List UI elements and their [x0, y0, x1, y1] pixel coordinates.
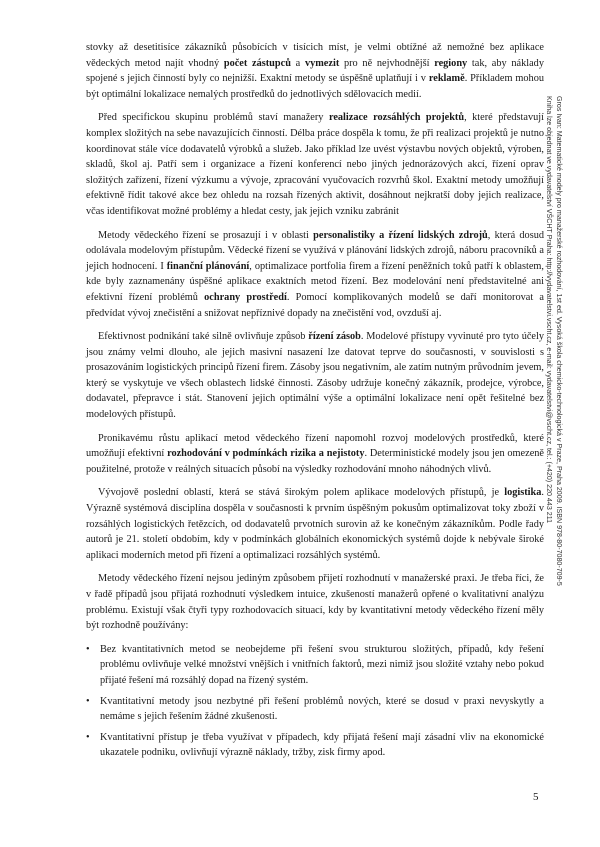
bullet-glyph: • [86, 695, 90, 707]
list-item: • Kvantitativní přístup je třeba využívat v případech, kdy přijatá řešení mají zásadní vliv na ekonomické ukazatele podniku, ovlivňují výrazně náklady, tržby, zisk firmy apod. [86, 731, 544, 759]
bullet-list [86, 642, 544, 761]
copyright-sidebar [545, 96, 595, 596]
bullet-glyph: • [86, 643, 90, 655]
paragraph-projects: Před specifickou skupinu problémů staví manažery realizace rozsáhlých projektů, které představují komplex složitých na sebe navazujících činností. Délba práce dospěla k tomu, že při realizaci projektů je nutno koordinovat stále více dodavatelů výrobků a služeb. Jako příklad lze uvést výstavbu nových objektů, výroben, skladů, škol aj. Patří sem i organizace a řízení konferencí nebo jiných jednorázových akcí, řízení oprav složitých zařízení, řízení výzkumu a vývoje, zpracování vyučovacích rozvrhů škol. Exaktní metody umožňují efektivně řídit takové akce bez ohledu na rozsah řízených aktivit, dosáhnout nejkratší doby jejich realizace, včas identifikovat možné problémy a hledat cesty, jak jejich vzniku zabránit [86, 112, 545, 217]
page-body [86, 40, 544, 766]
paragraph-sales-regions: stovky až desetitisíce zákazníků působících v tisícich míst, je velmi obtížné až nemožné bez aplikace vědeckých metod najít vhodný počet zástupců a vymezit pro ně nejvhodnější regiony tak, aby náklady spojené s jejich činností byly co nejnižší. Exaktní metody se úspěšně uplatňují i v reklamě. Příkladem mohou být optimální lokalizace nemalých prostředků do jednotlivých sdělovacích medií. [86, 42, 545, 100]
copyright-citation: Gros Ivan: Matematické modely pro manažerské rozhodování, 1st ed. Vysoká škola chemicko-technologická v Praze, Praha 2009. ISBN 978-80-7080-709-5 [555, 96, 563, 586]
paragraph-risk: Pronikavému růstu aplikací metod vědeckého řízení napomohl rozvoj modelových prostředků, které umožňují efektivní rozhodování v podmínkách rizika a nejistoty. Deterministické modely jsou jen omezeně použitelné, protože v reálných situacích působí na výsledky rozhodování mnoho náhodných vlivů. [86, 432, 544, 475]
copyright-order-info: Kniha lze objednat ve vydavatelství VŠCHT Praha: http://vydavatelstvi.vscht.cz, e-mail: vydavatelstvi@vscht.cz, tel.: (+420) 220 443 211 [545, 96, 553, 524]
paragraph-logistics: Vývojově poslední oblastí, která se stává širokým polem aplikace modelových přístupů, je logistika. Výrazně systémová disciplína dospěla v současnosti k prvním úspěšným pokusům optimalizovat toky zboží v rozsáhlých logistických řetězcích, od dodavatelů prvotních surovin až ke konečným zákazníkům. Podle řady autorů je 21. století obdobím, kdy v podmínkách globálních ekonomických systémů dojde k nebývale široké aplikaci moderních metod při řízení a optimalizaci rozsáhlých systémů. [86, 487, 544, 561]
paragraph-inventory: Efektivnost podnikání také silně ovlivňuje způsob řízení zásob. Modelové přístupy vyvinuté pro tyto účely jsou známy velmi dlouho, ale jejich masivní nasazení lze datovat teprve do současnosti, v souvislosti s prosazováním logistických principů řízení firem. Zásoby jsou negativním, ale zatím nutným průvodním jevem, který se vyskytuje ve všech oblastech lidské činnosti. Zásoby udržuje konečný zákazník, prodejce, výrobce, dodavatel, přepravce i stát. Stanovení jejich optimální výše a optimální lokalizace není opět řešitelné bez modelových přístupů. [86, 331, 544, 421]
paragraph-decision-types: Metody vědeckého řízení nejsou jediným způsobem přijetí rozhodnutí v manažerské praxi. Je třeba říci, že v řadě případů jsou přijatá rozhodnutí výsledkem intuice, zkušeností manažerů opřené o kvalitativní analýzu problému. Existují však čtyři typy rozhodovacích situací, kdy by kvantitativní metody vědeckého řízení měly být rozhodně používány: [86, 573, 544, 632]
list-item: • Bez kvantitativních metod se neobejdeme při řešení svou strukturou složitých, případů, kdy řešení problému ovlivňuje velké množství vnějších i vnitřních faktorů, mezi nimiž jsou složité vztahy nebo pokud přijaté řešení má rozsáhlý dopad na řízený systém. [86, 643, 544, 686]
list-item: • Kvantitativní metody jsou nezbytné při řešení problémů nových, které se dosud v praxi nevyskytly a nemáme s jejich řešením žádné zkušenosti. [86, 695, 544, 723]
page-number: 5 [533, 791, 539, 803]
paragraph-personnel: Metody vědeckého řízení se prosazují i v oblasti personalistiky a řízení lidských zdrojů, která dosud odolávala modelovým přístupům. Vědecké řízení se využívá v plánování lidských zdrojů, náboru pracovníků a jejich hodnocení. I finanční plánování, optimalizace portfolia firem a řízení peněžních toků patří k oblastem, kde byly zaznamenány úspěšné aplikace exaktních metod řízení. Bez modelování není představitelné ani efektivní řízení problémů ochrany prostředí. Pomocí komplikovaných modelů se daří monitorovat a předvídat vývoj znečistění a snižovat nepříznivé dopady na znečistění vod, ovzduší aj. [86, 229, 544, 319]
bullet-glyph: • [86, 731, 90, 743]
